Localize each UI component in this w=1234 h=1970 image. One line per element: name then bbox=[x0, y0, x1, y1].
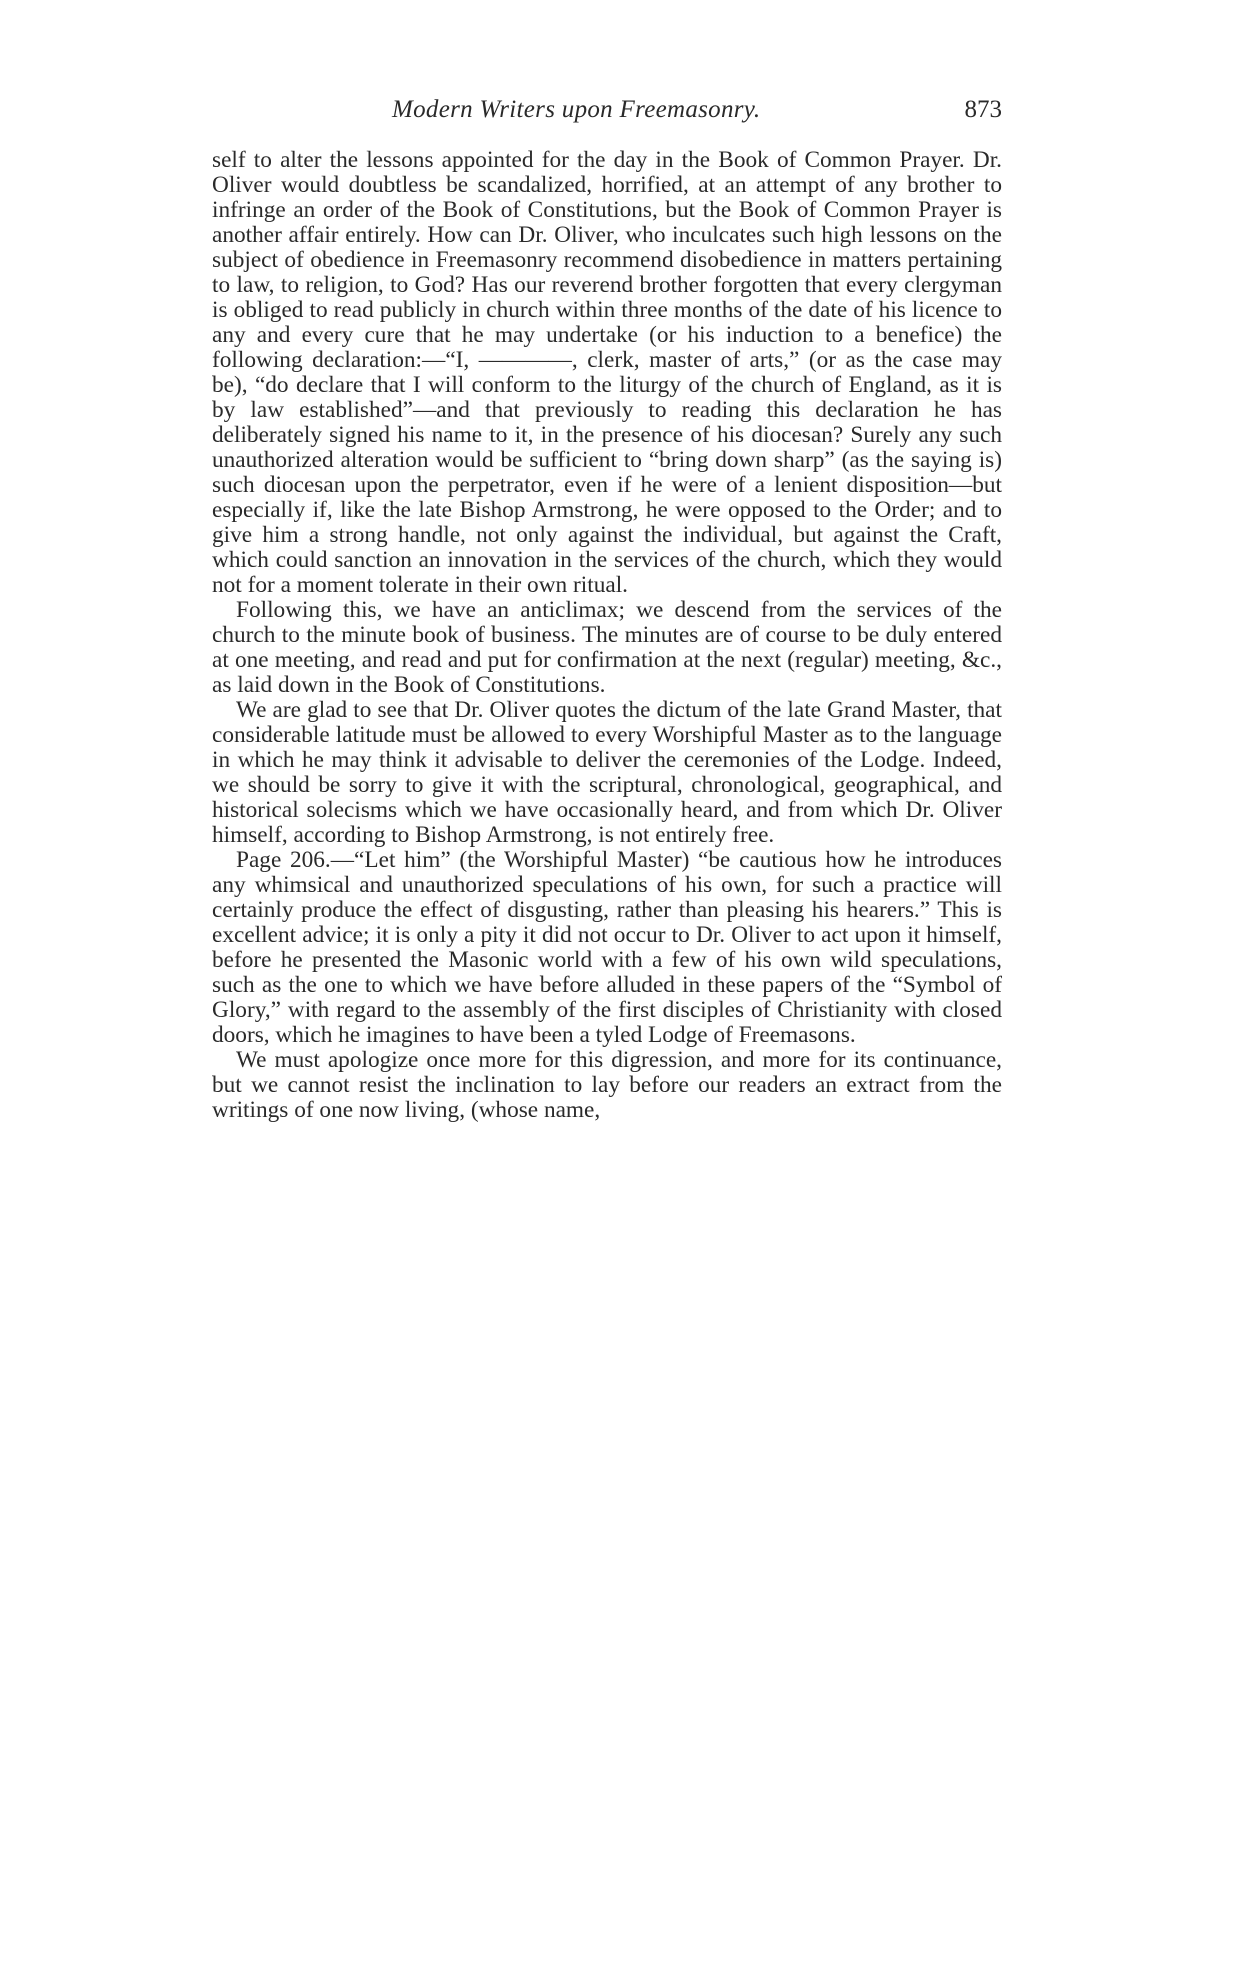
paragraph-1: self to alter the lessons appointed for the day in the Book of Common Prayer. Dr. Oliver would doubtless be scandalized, horrified, at an attempt of any brother to infringe an order of the Book of Constitutions, but the Book of Common Prayer is another affair entirely. How can Dr. Oliver, who inculcates such high lessons on the subject of obedience in Freemasonry recommend disobedience in matters pertaining to law, to religion, to God? Has our reverend brother forgotten that every clergyman is obliged to read publicly in church within three months of the date of his licence to any and every cure that he may undertake (or his induction to a benefice) the following declaration:—“I, ————, clerk, master of arts,” (or as the case may be), “do declare that I will conform to the liturgy of the church of England, as it is by law established”—and that previously to reading this declaration he has deliberately signed his name to it, in the presence of his diocesan? Surely any such unauthorized alteration would be sufficient to “bring down sharp” (as the saying is) such diocesan upon the perpetrator, even if he were of a lenient disposition—but especially if, like the late Bishop Armstrong, he were opposed to the Order; and to give him a strong handle, not only against the individual, but against the Craft, which could sanction an innovation in the services of the church, which they would not for a moment tolerate in their own ritual. bbox=[212, 147, 1002, 598]
paragraph-3: We are glad to see that Dr. Oliver quotes the dictum of the late Grand Master, that considerable latitude must be allowed to every Worshipful Master as to the language in which he may think it advisable to deliver the ceremonies of the Lodge. Indeed, we should be sorry to give it with the scriptural, chronological, geographical, and historical solecisms which we have occasionally heard, and from which Dr. Oliver himself, according to Bishop Armstrong, is not entirely free. bbox=[212, 697, 1002, 848]
running-header bbox=[212, 96, 1002, 136]
page-number: 873 bbox=[964, 96, 1002, 123]
body-text bbox=[212, 148, 1002, 1123]
paragraph-4: Page 206.—“Let him” (the Worshipful Master) “be cautious how he introduces any whimsical and unauthorized speculations of his own, for such a practice will certainly produce the effect of disgusting, rather than pleasing his hearers.” This is excellent advice; it is only a pity it did not occur to Dr. Oliver to act upon it himself, before he presented the Masonic world with a few of his own wild speculations, such as the one to which we have before alluded in these papers of the “Symbol of Glory,” with regard to the assembly of the first disciples of Christianity with closed doors, which he imagines to have been a tyled Lodge of Freemasons. bbox=[212, 847, 1002, 1048]
paragraph-5: We must apologize once more for this digression, and more for its continuance, but we cannot resist the inclination to lay before our readers an extract from the writings of one now living, (whose name, bbox=[212, 1047, 1002, 1123]
running-title: Modern Writers upon Freemasonry. bbox=[392, 96, 761, 123]
paragraph-2: Following this, we have an anticlimax; we descend from the services of the church to the minute book of business. The minutes are of course to be duly entered at one meeting, and read and put for confirmation at the next (regular) meeting, &c., as laid down in the Book of Constitutions. bbox=[212, 597, 1002, 698]
